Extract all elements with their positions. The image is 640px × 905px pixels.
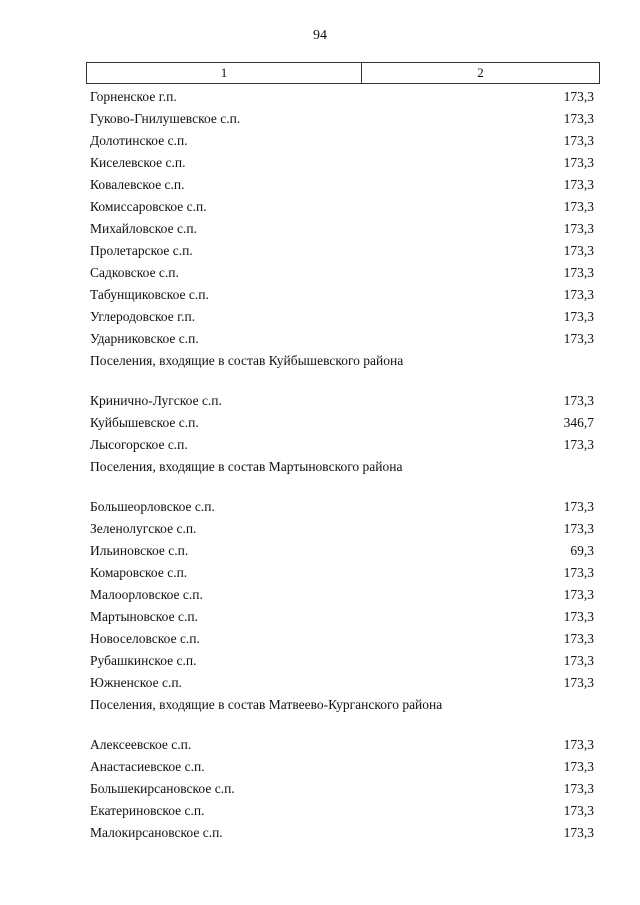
page-number: 94 <box>313 28 327 43</box>
settlement-value: 173,3 <box>563 309 594 324</box>
settlement-value: 173,3 <box>563 499 594 514</box>
settlement-value: 173,3 <box>563 221 594 236</box>
settlement-name: Большекирсановское с.п. <box>90 781 235 796</box>
table-row <box>90 88 594 110</box>
table-row <box>90 802 594 824</box>
table-row <box>90 110 594 132</box>
settlement-name: Южненское с.п. <box>90 675 182 690</box>
settlement-name: Екатериновское с.п. <box>90 803 205 818</box>
settlement-name: Долотинское с.п. <box>90 133 188 148</box>
settlement-name: Рубашкинское с.п. <box>90 653 197 668</box>
settlement-name: Кринично-Лугское с.п. <box>90 393 222 408</box>
table-row <box>90 758 594 780</box>
table-row <box>90 264 594 286</box>
settlement-name: Михайловское с.п. <box>90 221 197 236</box>
settlement-value: 173,3 <box>563 653 594 668</box>
table-row <box>90 520 594 542</box>
table-body <box>90 88 594 846</box>
table-row <box>90 286 594 308</box>
settlement-value: 173,3 <box>563 609 594 624</box>
settlement-name: Ударниковское с.п. <box>90 331 199 346</box>
table-row <box>90 414 594 436</box>
table-row <box>90 630 594 652</box>
table-row <box>90 308 594 330</box>
settlement-name: Поселения, входящие в состав Куйбышевского района <box>90 353 404 368</box>
settlement-value: 173,3 <box>563 781 594 796</box>
settlement-name: Малокирсановское с.п. <box>90 825 223 840</box>
settlement-value: 173,3 <box>563 393 594 408</box>
table-row <box>90 652 594 674</box>
table-row <box>90 824 594 846</box>
settlement-value: 173,3 <box>563 111 594 126</box>
settlement-name: Новоселовское с.п. <box>90 631 200 646</box>
settlement-name: Садковское с.п. <box>90 265 179 280</box>
table-header <box>86 62 600 84</box>
settlement-value: 173,3 <box>563 89 594 104</box>
group-header-row <box>90 696 594 736</box>
table-row <box>90 498 594 520</box>
group-header-row <box>90 458 594 498</box>
table-row <box>90 392 594 414</box>
settlement-value: 173,3 <box>563 265 594 280</box>
settlement-value: 173,3 <box>563 437 594 452</box>
settlement-name: Ковалевское с.п. <box>90 177 185 192</box>
table-row <box>90 674 594 696</box>
settlement-value: 173,3 <box>563 587 594 602</box>
column-header-1: 1 <box>87 63 362 83</box>
table-row <box>90 436 594 458</box>
settlement-value: 173,3 <box>563 331 594 346</box>
table-row <box>90 564 594 586</box>
settlement-value: 173,3 <box>563 243 594 258</box>
settlement-value: 173,3 <box>563 803 594 818</box>
settlement-value: 173,3 <box>563 177 594 192</box>
table-row <box>90 176 594 198</box>
settlement-name: Пролетарское с.п. <box>90 243 193 258</box>
table-row <box>90 132 594 154</box>
table-row <box>90 542 594 564</box>
settlement-name: Гуково-Гнилушевское с.п. <box>90 111 241 126</box>
group-header-row <box>90 352 594 392</box>
settlement-name: Горненское г.п. <box>90 89 177 104</box>
settlement-name: Алексеевское с.п. <box>90 737 192 752</box>
settlement-value: 346,7 <box>563 415 594 430</box>
settlement-value: 173,3 <box>563 825 594 840</box>
settlement-value: 173,3 <box>563 199 594 214</box>
settlement-name: Поселения, входящие в состав Мартыновского района <box>90 459 403 474</box>
settlement-value: 69,3 <box>570 543 594 558</box>
table-row <box>90 198 594 220</box>
settlement-name: Табунщиковское с.п. <box>90 287 209 302</box>
settlement-value: 173,3 <box>563 287 594 302</box>
table-row <box>90 242 594 264</box>
settlement-value: 173,3 <box>563 133 594 148</box>
settlement-value: 173,3 <box>563 631 594 646</box>
settlement-name: Большеорловское с.п. <box>90 499 215 514</box>
column-header-2: 2 <box>477 65 484 80</box>
settlement-value: 173,3 <box>563 759 594 774</box>
table-row <box>90 780 594 802</box>
settlement-value: 173,3 <box>563 521 594 536</box>
settlement-value: 173,3 <box>563 565 594 580</box>
settlement-name: Малоорловское с.п. <box>90 587 203 602</box>
settlement-name: Куйбышевское с.п. <box>90 415 199 430</box>
settlement-name: Анастасиевское с.п. <box>90 759 205 774</box>
settlement-name: Комиссаровское с.п. <box>90 199 207 214</box>
table-row <box>90 154 594 176</box>
table-row <box>90 330 594 352</box>
settlement-name: Мартыновское с.п. <box>90 609 198 624</box>
settlement-name: Зеленолугское с.п. <box>90 521 197 536</box>
table-row <box>90 736 594 758</box>
table-row <box>90 608 594 630</box>
settlement-name: Киселевское с.п. <box>90 155 186 170</box>
settlement-name: Ильиновское с.п. <box>90 543 189 558</box>
settlement-name: Углеродовское г.п. <box>90 309 196 324</box>
table-row <box>90 586 594 608</box>
settlement-value: 173,3 <box>563 737 594 752</box>
settlement-name: Лысогорское с.п. <box>90 437 188 452</box>
table-row <box>90 220 594 242</box>
settlement-value: 173,3 <box>563 675 594 690</box>
settlement-name: Поселения, входящие в состав Матвеево-Курганского района <box>90 697 443 712</box>
settlement-name: Комаровское с.п. <box>90 565 188 580</box>
settlement-value: 173,3 <box>563 155 594 170</box>
